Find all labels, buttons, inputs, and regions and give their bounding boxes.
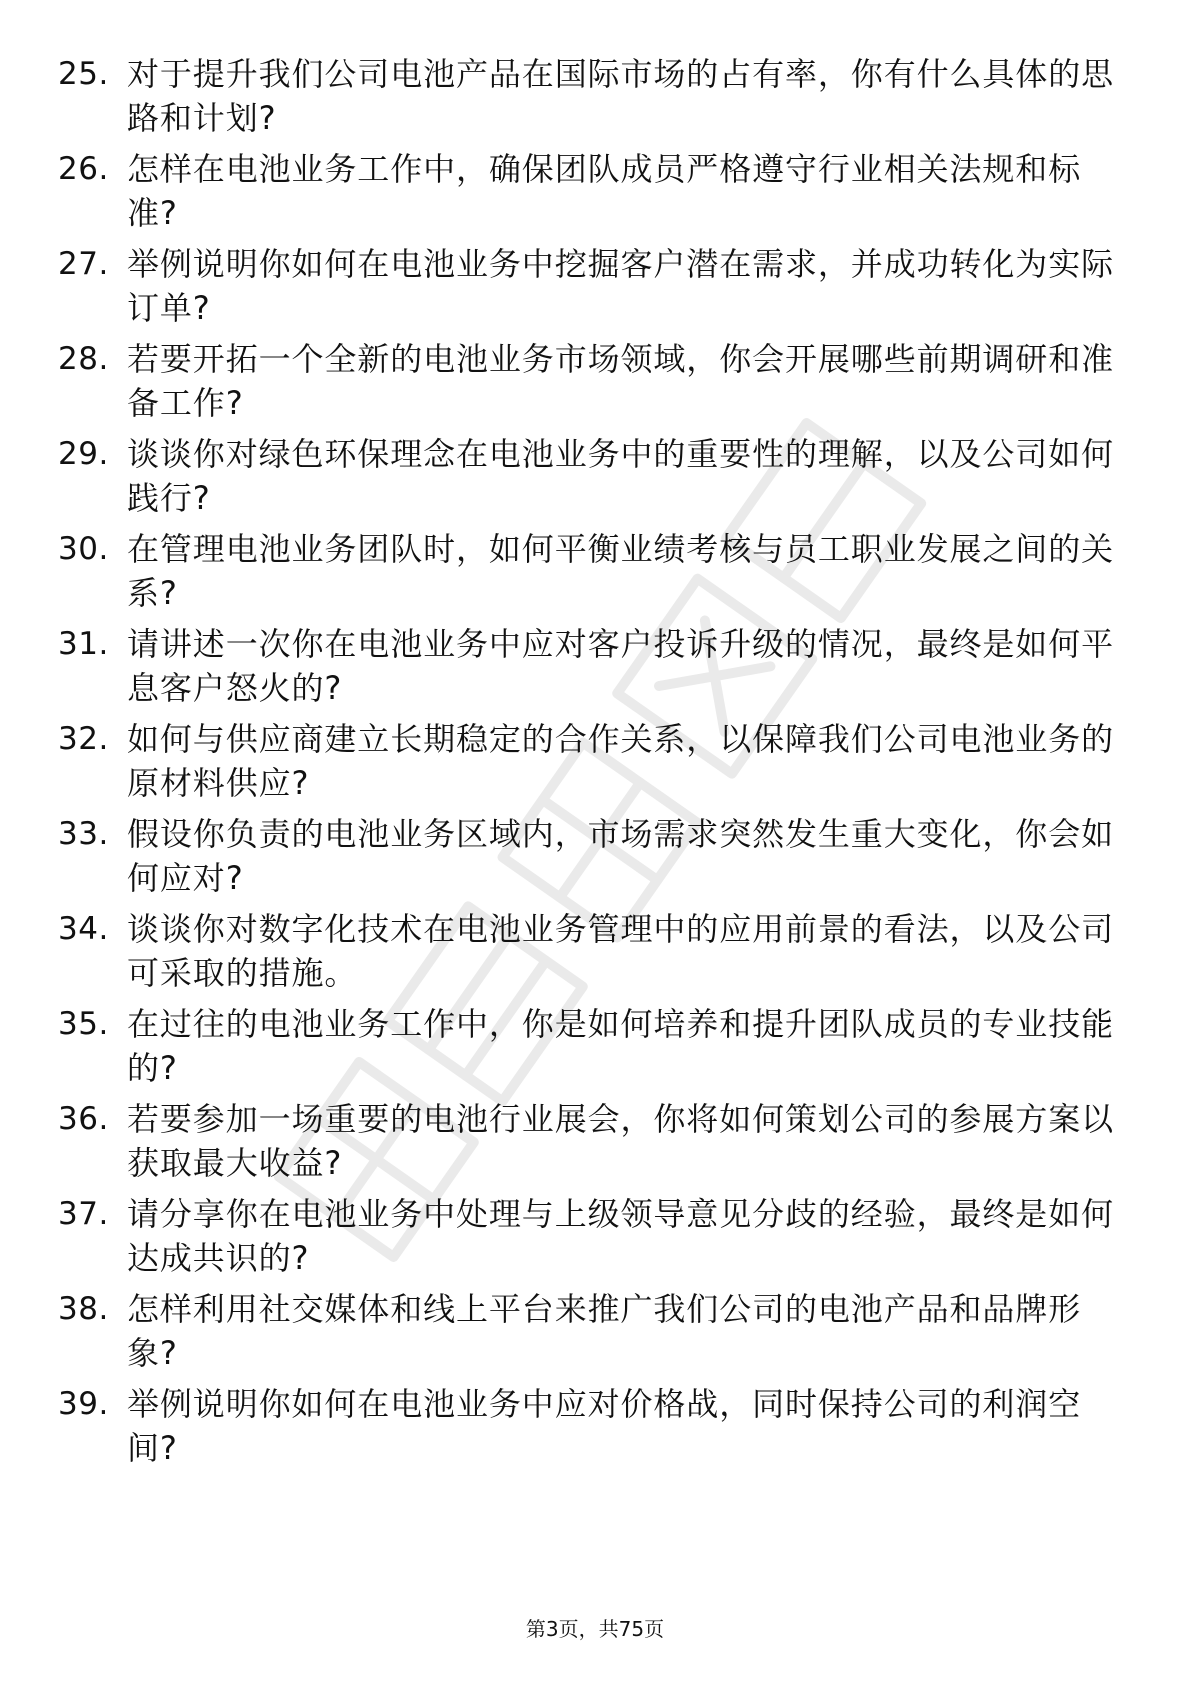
- question-item: [0, 242, 1190, 342]
- question-number: 31.: [58, 626, 109, 662]
- page-number: 第3页，共75页: [525, 1617, 665, 1641]
- question-text: 若要开拓一个全新的电池业务市场领域，你会开展哪些前期调研和准备工作?: [127, 340, 1115, 422]
- question-text: 怎样利用社交媒体和线上平台来推广我们公司的电池产品和品牌形象?: [127, 1290, 1082, 1372]
- question-item: [0, 1002, 1190, 1102]
- question-item: [0, 52, 1190, 152]
- question-item: [0, 147, 1190, 247]
- question-number: 30.: [58, 531, 109, 567]
- question-text: 举例说明你如何在电池业务中挖掘客户潜在需求，并成功转化为实际订单?: [127, 245, 1115, 327]
- question-number: 27.: [58, 246, 109, 282]
- question-number: 37.: [58, 1196, 109, 1232]
- question-number: 28.: [58, 341, 109, 377]
- question-text: 谈谈你对绿色环保理念在电池业务中的重要性的理解，以及公司如何践行?: [127, 435, 1115, 517]
- question-item: [0, 1192, 1190, 1292]
- question-item: [0, 1097, 1190, 1197]
- question-text: 若要参加一场重要的电池行业展会，你将如何策划公司的参展方案以获取最大收益?: [127, 1100, 1115, 1182]
- question-text: 怎样在电池业务工作中，确保团队成员严格遵守行业相关法规和标准?: [127, 150, 1082, 232]
- question-item: [0, 1287, 1190, 1387]
- question-text: 请讲述一次你在电池业务中应对客户投诉升级的情况，最终是如何平息客户怒火的?: [127, 625, 1115, 707]
- question-item: [0, 432, 1190, 532]
- question-item: [0, 527, 1190, 627]
- question-text: 谈谈你对数字化技术在电池业务管理中的应用前景的看法，以及公司可采取的措施。: [127, 910, 1115, 992]
- question-item: [0, 907, 1190, 1007]
- question-text: 在过往的电池业务工作中，你是如何培养和提升团队成员的专业技能的?: [127, 1005, 1115, 1087]
- question-text: 如何与供应商建立长期稳定的合作关系，以保障我们公司电池业务的原材料供应?: [127, 720, 1115, 802]
- question-number: 36.: [58, 1101, 109, 1137]
- page-footer: [0, 1614, 1190, 1644]
- question-text: 举例说明你如何在电池业务中应对价格战，同时保持公司的利润空间?: [127, 1385, 1082, 1467]
- question-number: 38.: [58, 1291, 109, 1327]
- question-text: 请分享你在电池业务中处理与上级领导意见分歧的经验，最终是如何达成共识的?: [127, 1195, 1115, 1277]
- question-number: 35.: [58, 1006, 109, 1042]
- question-text: 假设你负责的电池业务区域内，市场需求突然发生重大变化，你会如何应对?: [127, 815, 1115, 897]
- question-number: 33.: [58, 816, 109, 852]
- question-item: [0, 337, 1190, 437]
- question-text: 对于提升我们公司电池产品在国际市场的占有率，你有什么具体的思路和计划?: [127, 55, 1115, 137]
- question-item: [0, 812, 1190, 912]
- question-item: [0, 1382, 1190, 1482]
- question-number: 29.: [58, 436, 109, 472]
- question-text: 在管理电池业务团队时，如何平衡业绩考核与员工职业发展之间的关系?: [127, 530, 1115, 612]
- question-item: [0, 622, 1190, 722]
- question-number: 34.: [58, 911, 109, 947]
- question-item: [0, 717, 1190, 817]
- question-number: 39.: [58, 1386, 109, 1422]
- question-number: 26.: [58, 151, 109, 187]
- question-number: 32.: [58, 721, 109, 757]
- question-number: 25.: [58, 56, 109, 92]
